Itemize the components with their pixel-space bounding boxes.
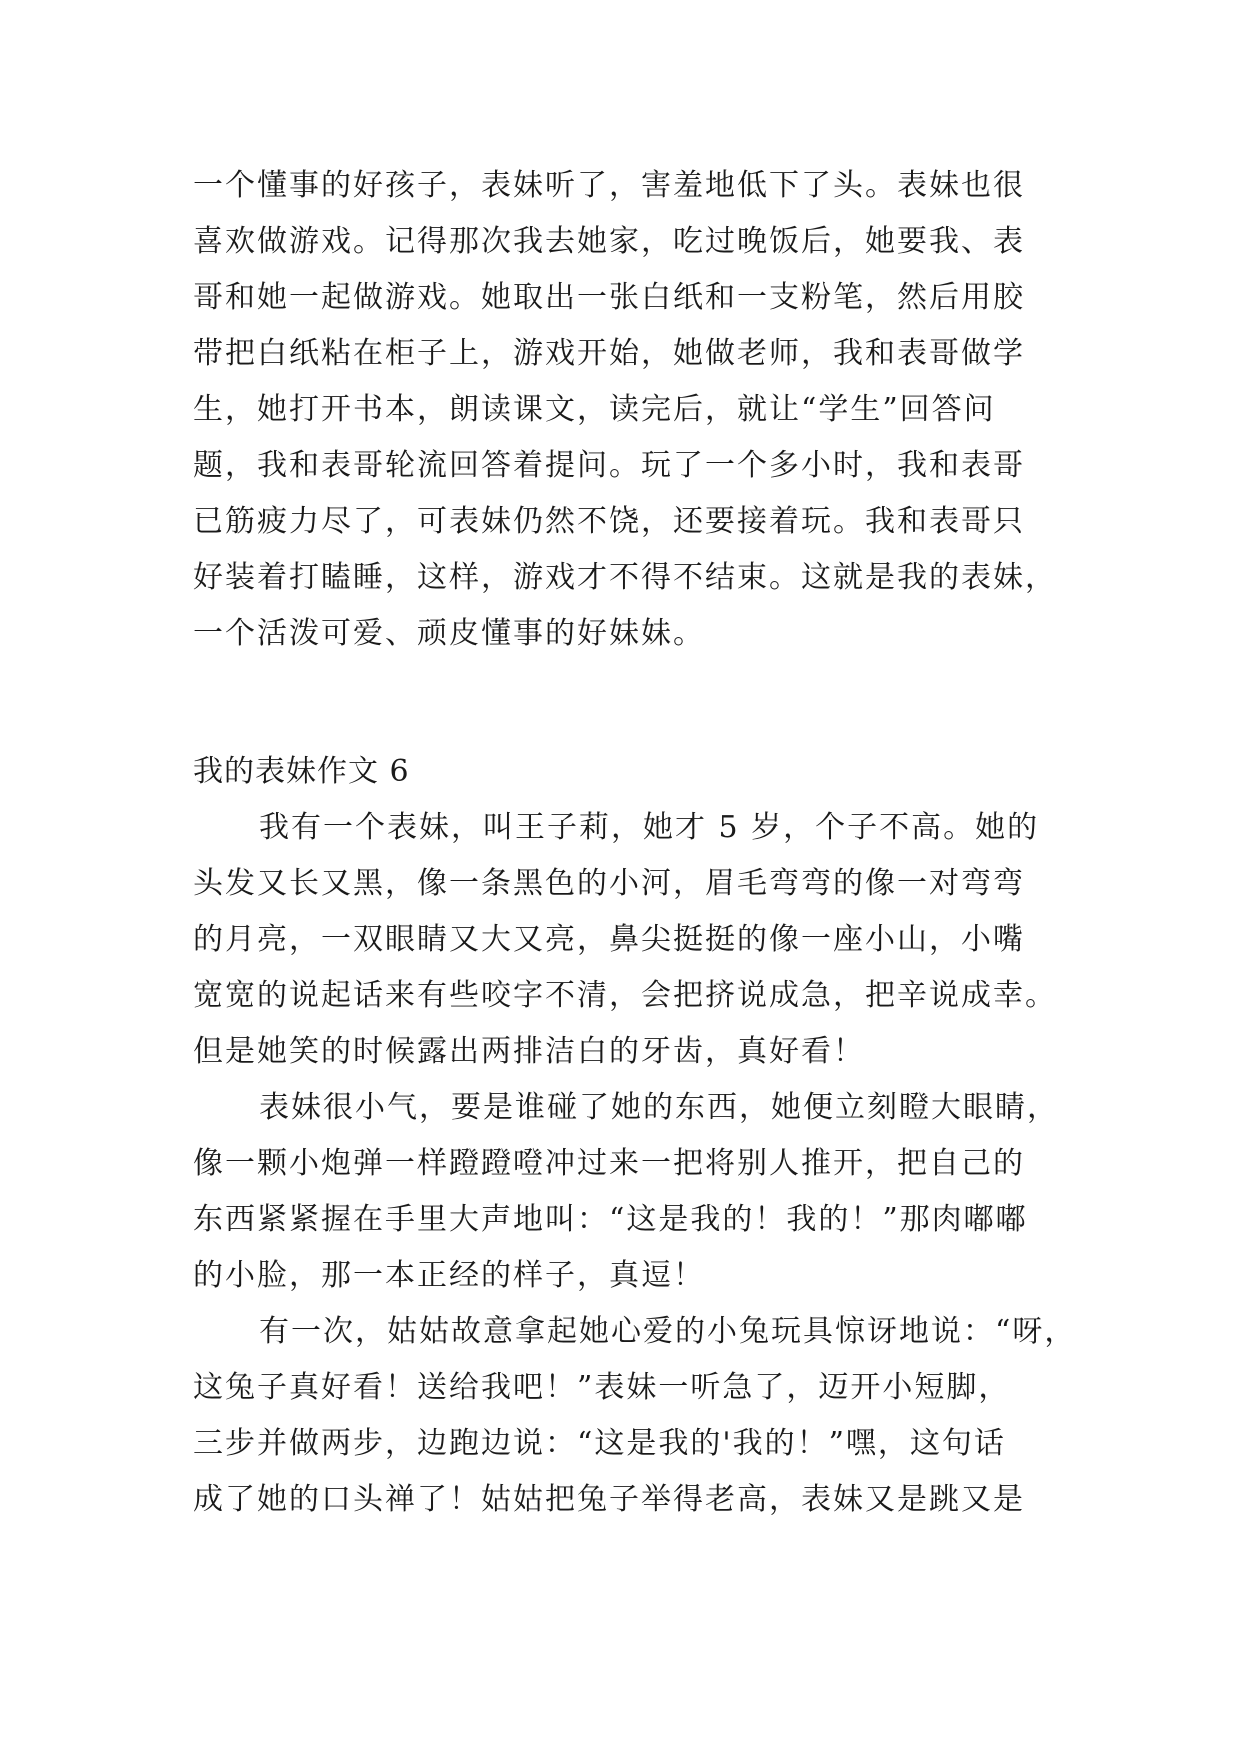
paragraph-continued bbox=[193, 158, 1057, 662]
text-line: 喜欢做游戏。记得那次我去她家，吃过晚饭后，她要我、表 bbox=[193, 224, 1025, 259]
text-line: 哥和她一起做游戏。她取出一张白纸和一支粉笔，然后用胶 bbox=[193, 280, 1025, 315]
text-line: 头发又长又黑，像一条黑色的小河，眉毛弯弯的像一对弯弯 bbox=[193, 866, 1025, 901]
text-line: 像一颗小炮弹一样蹬蹬噔冲过来一把将别人推开，把自己的 bbox=[193, 1146, 1025, 1181]
text-line: 但是她笑的时候露出两排洁白的牙齿，真好看！ bbox=[193, 1034, 865, 1069]
text-line: 生，她打开书本，朗读课文，读完后，就让“学生”回答问 bbox=[193, 392, 996, 427]
essay-body bbox=[193, 800, 1077, 1528]
text-line: 三步并做两步，边跑边说：“这是我的'我的！”嘿，这句话 bbox=[193, 1426, 1006, 1461]
text-line: 这兔子真好看！送给我吧！”表妹一听急了，迈开小短脚， bbox=[193, 1370, 1011, 1405]
text-line: 已筋疲力尽了，可表妹仍然不饶，还要接着玩。我和表哥只 bbox=[193, 504, 1025, 539]
text-line: 一个活泼可爱、顽皮懂事的好妹妹。 bbox=[193, 616, 705, 651]
text-line: 题，我和表哥轮流回答着提问。玩了一个多小时，我和表哥 bbox=[193, 448, 1025, 483]
paragraph-first-line: 表妹很小气，要是谁碰了她的东西，她便立刻瞪大眼睛， bbox=[259, 1090, 1059, 1125]
text-line: 的小脸，那一本正经的样子，真逗！ bbox=[193, 1258, 705, 1293]
text-line: 的月亮，一双眼睛又大又亮，鼻尖挺挺的像一座小山，小嘴 bbox=[193, 922, 1025, 957]
text-line: 宽宽的说起话来有些咬字不清，会把挤说成急，把辛说成幸。 bbox=[193, 978, 1057, 1013]
text-line: 带把白纸粘在柜子上，游戏开始，她做老师，我和表哥做学 bbox=[193, 336, 1025, 371]
text-line: 东西紧紧握在手里大声地叫：“这是我的！我的！”那肉嘟嘟 bbox=[193, 1202, 1028, 1237]
essay-title: 我的表妹作文 6 bbox=[193, 754, 410, 789]
paragraph-first-line: 有一次，姑姑故意拿起她心爱的小兔玩具惊讶地说：“呀， bbox=[259, 1314, 1077, 1349]
text-line: 成了她的口头禅了！姑姑把兔子举得老高，表妹又是跳又是 bbox=[193, 1482, 1025, 1517]
text-line: 一个懂事的好孩子，表妹听了，害羞地低下了头。表妹也很 bbox=[193, 168, 1025, 203]
text-line: 好装着打瞌睡，这样，游戏才不得不结束。这就是我的表妹， bbox=[193, 560, 1057, 595]
paragraph-first-line: 我有一个表妹，叫王子莉，她才 5 岁，个子不高。她的 bbox=[259, 810, 1040, 845]
